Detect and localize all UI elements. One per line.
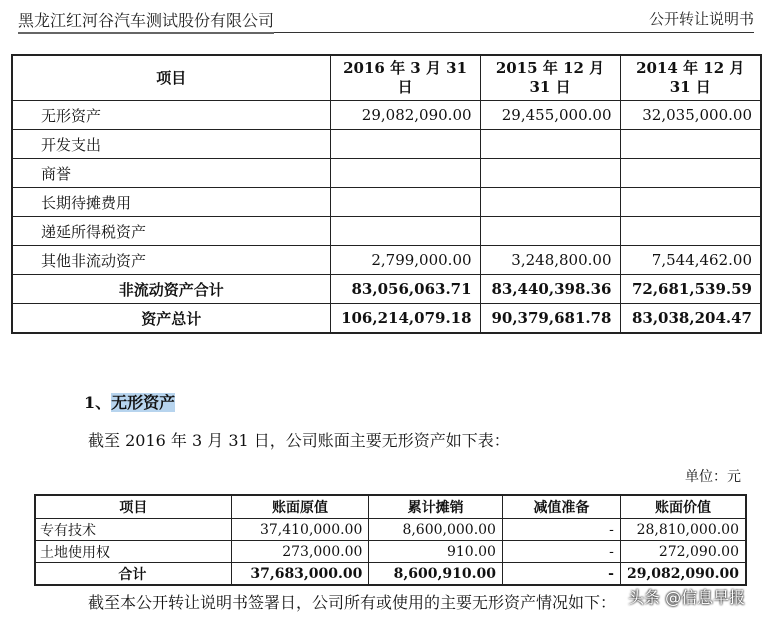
col-header-2014: 2014 年 12 月 31 日 bbox=[620, 55, 761, 101]
table-row bbox=[35, 519, 746, 541]
row-label: 非流动资产合计 bbox=[12, 275, 330, 304]
cell-value: 72,681,539.59 bbox=[620, 275, 761, 304]
cell-value bbox=[330, 159, 480, 188]
cell-value: 8,600,000.00 bbox=[369, 519, 503, 541]
total-row bbox=[12, 304, 761, 334]
cell-value: 29,082,090.00 bbox=[620, 563, 746, 586]
watermark-text: 头条 @信息早报 bbox=[628, 588, 746, 607]
cell-value: 7,544,462.00 bbox=[620, 246, 761, 275]
cell-value: 272,090.00 bbox=[620, 541, 746, 563]
section-heading bbox=[84, 390, 175, 413]
footer-paragraph: 截至本公开转让说明书签署日，公司所有或使用的主要无形资产情况如下： bbox=[88, 593, 617, 612]
table-header-row bbox=[35, 495, 746, 519]
cell-value: 3,248,800.00 bbox=[480, 246, 620, 275]
cell-value: 90,379,681.78 bbox=[480, 304, 620, 334]
assets-table bbox=[11, 54, 762, 334]
section-title: 无形资产 bbox=[111, 393, 176, 412]
cell-value bbox=[620, 130, 761, 159]
cell-value bbox=[480, 188, 620, 217]
cell-value: - bbox=[502, 541, 620, 563]
table-row bbox=[12, 188, 761, 217]
cell-value bbox=[330, 217, 480, 246]
page-header bbox=[18, 6, 754, 33]
cell-value bbox=[480, 130, 620, 159]
unit-label: 单位：元 bbox=[685, 469, 741, 485]
cell-value: 83,440,398.36 bbox=[480, 275, 620, 304]
col-header-item: 项目 bbox=[12, 55, 330, 101]
row-label: 无形资产 bbox=[12, 101, 330, 130]
cell-value: - bbox=[502, 563, 620, 586]
cell-value: 106,214,079.18 bbox=[330, 304, 480, 334]
cell-value: 2,799,000.00 bbox=[330, 246, 480, 275]
table-row bbox=[12, 217, 761, 246]
section-number: 1、 bbox=[84, 393, 112, 412]
cell-value: 273,000.00 bbox=[231, 541, 369, 563]
row-label: 其他非流动资产 bbox=[12, 246, 330, 275]
cell-value: 37,410,000.00 bbox=[231, 519, 369, 541]
cell-value bbox=[620, 217, 761, 246]
cell-value: 8,600,910.00 bbox=[369, 563, 503, 586]
row-label: 合计 bbox=[35, 563, 231, 586]
cell-value: 83,056,063.71 bbox=[330, 275, 480, 304]
col-header-book-value: 账面价值 bbox=[620, 495, 746, 519]
cell-value: 29,082,090.00 bbox=[330, 101, 480, 130]
cell-value: 29,455,000.00 bbox=[480, 101, 620, 130]
col-header-amortization: 累计摊销 bbox=[369, 495, 503, 519]
subtotal-row bbox=[12, 275, 761, 304]
cell-value bbox=[480, 159, 620, 188]
cell-value bbox=[620, 188, 761, 217]
intangible-assets-table bbox=[34, 494, 747, 586]
table-row bbox=[12, 130, 761, 159]
cell-value: 28,810,000.00 bbox=[620, 519, 746, 541]
cell-value bbox=[330, 130, 480, 159]
cell-value: 83,038,204.47 bbox=[620, 304, 761, 334]
cell-value: 37,683,000.00 bbox=[231, 563, 369, 586]
table-header-row bbox=[12, 55, 761, 101]
cell-value bbox=[330, 188, 480, 217]
col-header-impairment: 减值准备 bbox=[502, 495, 620, 519]
table-row bbox=[12, 101, 761, 130]
cell-value: 32,035,000.00 bbox=[620, 101, 761, 130]
table-row bbox=[12, 246, 761, 275]
row-label: 土地使用权 bbox=[35, 541, 231, 563]
row-label: 资产总计 bbox=[12, 304, 330, 334]
document-title: 公开转让说明书 bbox=[648, 10, 754, 28]
total-row bbox=[35, 563, 746, 586]
table-row bbox=[35, 541, 746, 563]
cell-value: 910.00 bbox=[369, 541, 503, 563]
col-header-2016: 2016 年 3 月 31 日 bbox=[330, 55, 480, 101]
row-label: 开发支出 bbox=[12, 130, 330, 159]
cell-value bbox=[480, 217, 620, 246]
row-label: 长期待摊费用 bbox=[12, 188, 330, 217]
row-label: 专有技术 bbox=[35, 519, 231, 541]
company-name: 黑龙江红河谷汽车测试股份有限公司 bbox=[18, 8, 274, 34]
cell-value: - bbox=[502, 519, 620, 541]
section-intro: 截至 2016 年 3 月 31 日，公司账面主要无形资产如下表： bbox=[88, 431, 510, 450]
row-label: 商誉 bbox=[12, 159, 330, 188]
cell-value bbox=[620, 159, 761, 188]
col-header-item: 项目 bbox=[35, 495, 231, 519]
row-label: 递延所得税资产 bbox=[12, 217, 330, 246]
col-header-2015: 2015 年 12 月 31 日 bbox=[480, 55, 620, 101]
table-row bbox=[12, 159, 761, 188]
col-header-original: 账面原值 bbox=[231, 495, 369, 519]
